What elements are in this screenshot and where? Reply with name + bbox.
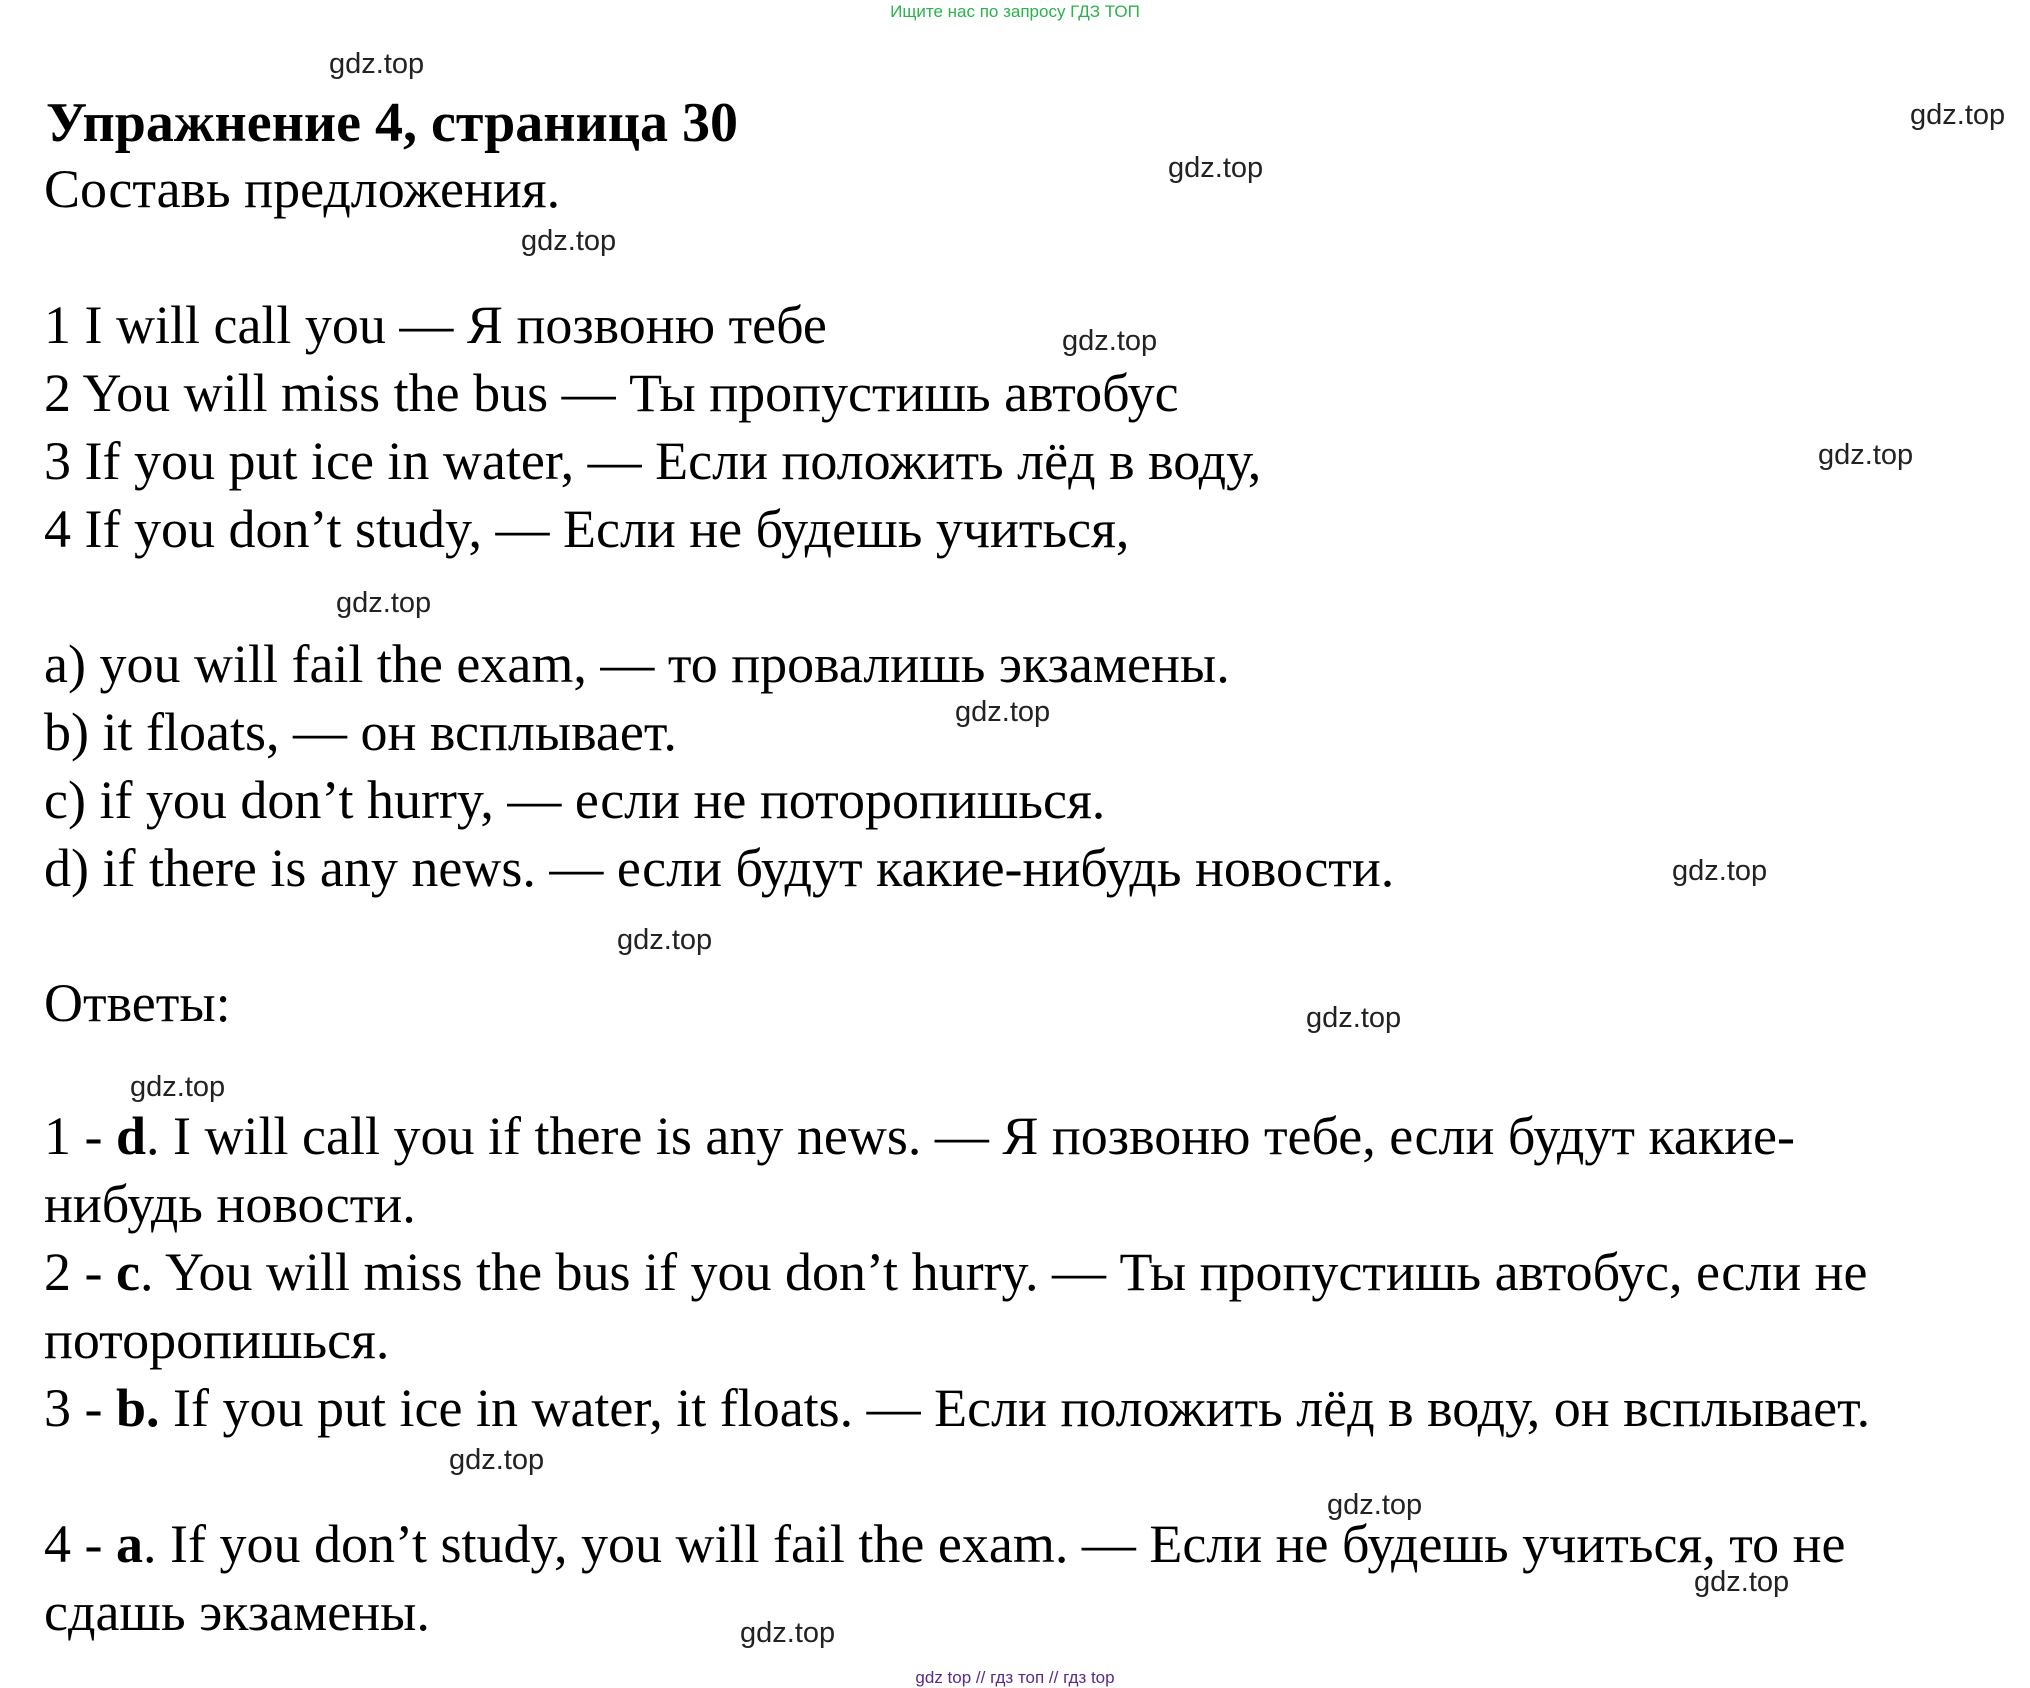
answer-letter: c [115,1242,140,1302]
watermark: gdz.top [521,225,617,257]
answer-4 [44,1510,1934,1649]
numbered-item-4: 4 If you don’t study, — Если не будешь учиться, [44,499,1130,559]
watermark: gdz.top [336,587,432,619]
watermark: gdz.top [955,696,1051,728]
exercise-title: Упражнение 4, страница 30 [46,92,739,154]
answers-heading: Ответы: [44,973,231,1033]
watermark: gdz.top [329,48,425,80]
lettered-item-a: a) you will fail the exam, — то провалишь экзамены. [44,634,1230,694]
watermark: gdz.top [1910,99,2006,131]
answer-text: If you put ice in water, it floats. — Если положить лёд в воду, он всплывает. [159,1378,1871,1438]
answer-1 [44,1102,1934,1238]
watermark: gdz.top [1062,325,1158,357]
watermark: gdz.top [1168,152,1264,184]
lettered-item-b: b) it floats, — он всплывает. [44,702,677,762]
numbered-item-1: 1 I will call you — Я позвоню тебе [44,295,827,355]
watermark: gdz.top [1672,855,1768,887]
answer-number: 3 - [44,1378,116,1438]
watermark: gdz.top [1327,1489,1423,1521]
numbered-item-2: 2 You will miss the bus — Ты пропустишь автобус [44,363,1179,423]
watermark: gdz.top [130,1071,226,1103]
answer-number: 4 - [44,1514,116,1574]
answer-text: . I will call you if there is any news. — Я позвоню тебе, если будут какие-нибудь новости. [44,1106,1795,1234]
answer-3 [44,1374,1934,1442]
answer-2 [44,1238,1934,1374]
answer-letter: b. [115,1378,160,1438]
answer-number: 2 - [44,1242,116,1302]
bottom-banner: gdz top // гдз топ // гдз top [915,1668,1115,1687]
watermark: gdz.top [1694,1566,1790,1598]
answer-text: . If you don’t study, you will fail the exam. — Если не будешь учиться, то не сдашь экзамены. [44,1514,1846,1642]
answer-letter: d [115,1106,147,1166]
instruction: Составь предложения. [44,159,561,219]
watermark: gdz.top [740,1617,836,1649]
answer-number: 1 - [44,1106,116,1166]
lettered-item-d: d) if there is any news. — если будут какие-нибудь новости. [44,838,1395,898]
numbered-item-3: 3 If you put ice in water, — Если положить лёд в воду, [44,431,1262,491]
top-banner: Ищите нас по запросу ГДЗ ТОП [890,2,1140,21]
answer-text: . You will miss the bus if you don’t hurry. — Ты пропустишь автобус, если не поторопишься. [44,1242,1868,1370]
watermark: gdz.top [1818,439,1914,471]
answer-letter: a [115,1514,143,1574]
watermark: gdz.top [617,924,713,956]
watermark: gdz.top [1306,1002,1402,1034]
lettered-item-c: c) if you don’t hurry, — если не поторопишься. [44,770,1106,830]
watermark: gdz.top [449,1444,545,1476]
